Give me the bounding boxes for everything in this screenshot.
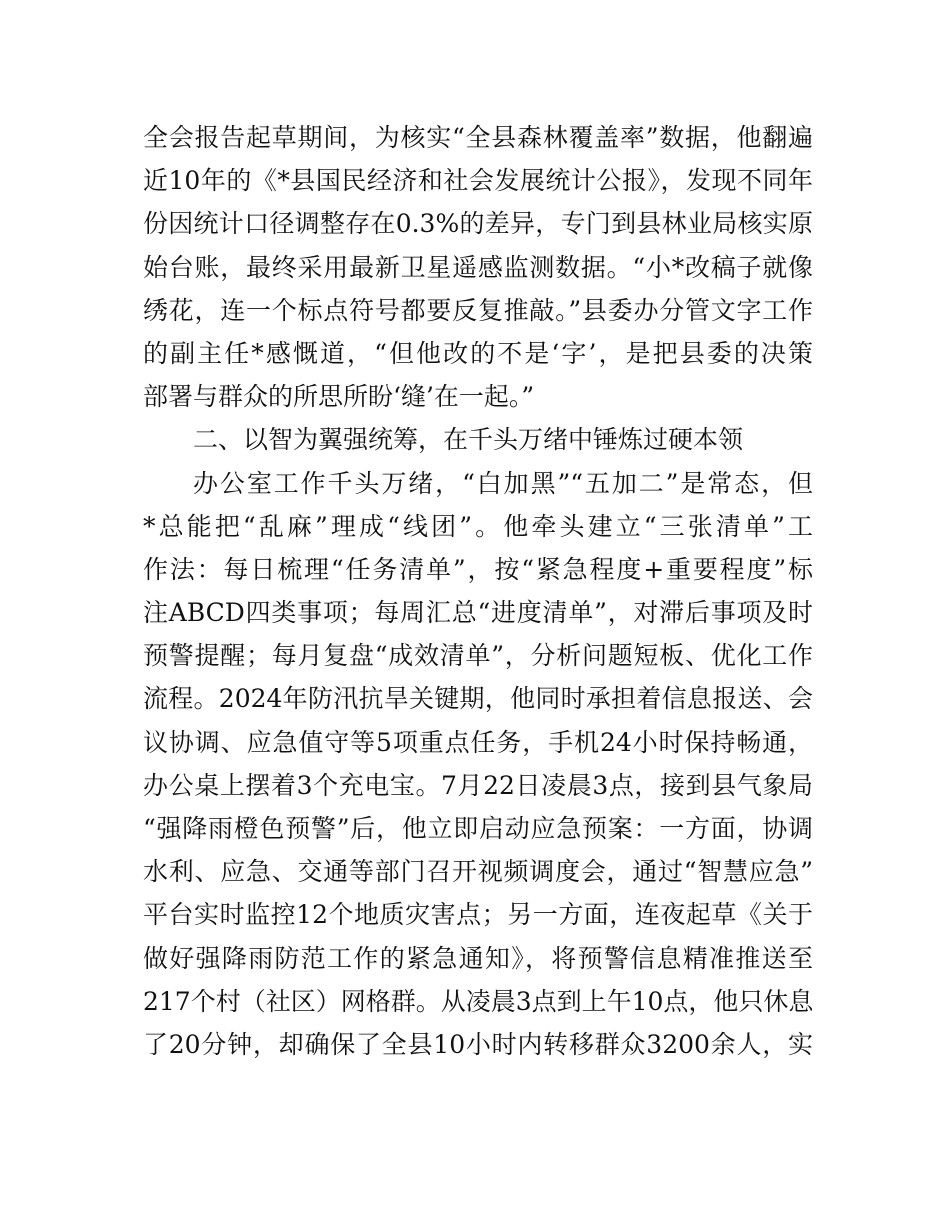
paragraph-line: *总能把“乱麻”理成“线团”。他牵头建立“三张清单”工 [143, 511, 813, 541]
section-heading: 二、以智为翼强统筹，在千头万绪中锤炼过硬本领 [193, 425, 744, 455]
paragraph-line: 作法：每日梳理“任务清单”，按“紧急程度+重要程度”标 [143, 554, 813, 584]
document-body [143, 116, 813, 1066]
paragraph-line: 办公室工作千头万绪，“白加黑”“五加二”是常态，但 [193, 468, 813, 498]
paragraph-line: 预警提醒；每月复盘“成效清单”，分析问题短板、优化工作 [143, 641, 813, 671]
paragraph-line: 217个村（社区）网格群。从凌晨3点到上午10点，他只休息 [143, 986, 814, 1016]
paragraph-line: 流程。2024年防汛抗旱关键期，他同时承担着信息报送、会 [143, 684, 813, 714]
paragraph-line: 始台账，最终采用最新卫星遥感监测数据。“小*改稿子就像 [143, 252, 813, 282]
paragraph-line: 办公桌上摆着3个充电宝。7月22日凌晨3点，接到县气象局 [143, 770, 813, 800]
paragraph-2 [143, 462, 813, 1067]
paragraph-line: 近10年的《*县国民经济和社会发展统计公报》，发现不同年 [143, 166, 813, 196]
paragraph-line: 水利、应急、交通等部门召开视频调度会，通过“智慧应急” [143, 857, 813, 887]
paragraph-line: 的副主任*感慨道，“但他改的不是‘字’，是把县委的决策 [143, 338, 813, 368]
paragraph-1 [143, 116, 813, 418]
paragraph-line: 平台实时监控12个地质灾害点；另一方面，连夜起草《关于 [143, 900, 813, 930]
paragraph-line: 部署与群众的所思所盼‘缝’在一起。” [143, 382, 535, 412]
paragraph-line: 议协调、应急值守等5项重点任务，手机24小时保持畅通， [143, 727, 813, 757]
paragraph-line: 绣花，连一个标点符号都要反复推敲。”县委办分管文字工作 [143, 295, 813, 325]
paragraph-line: 做好强降雨防范工作的紧急通知》，将预警信息精准推送至 [143, 943, 813, 973]
paragraph-line: 注ABCD四类事项；每周汇总“进度清单”，对滞后事项及时 [143, 598, 813, 628]
paragraph-line: 份因统计口径调整存在0.3%的差异，专门到县林业局核实原 [143, 209, 813, 239]
paragraph-line: “强降雨橙色预警”后，他立即启动应急预案：一方面，协调 [143, 814, 813, 843]
paragraph-line: 全会报告起草期间，为核实“全县森林覆盖率”数据，他翻遍 [143, 123, 813, 152]
paragraph-line: 了20分钟，却确保了全县10小时内转移群众3200余人，实 [143, 1029, 813, 1059]
